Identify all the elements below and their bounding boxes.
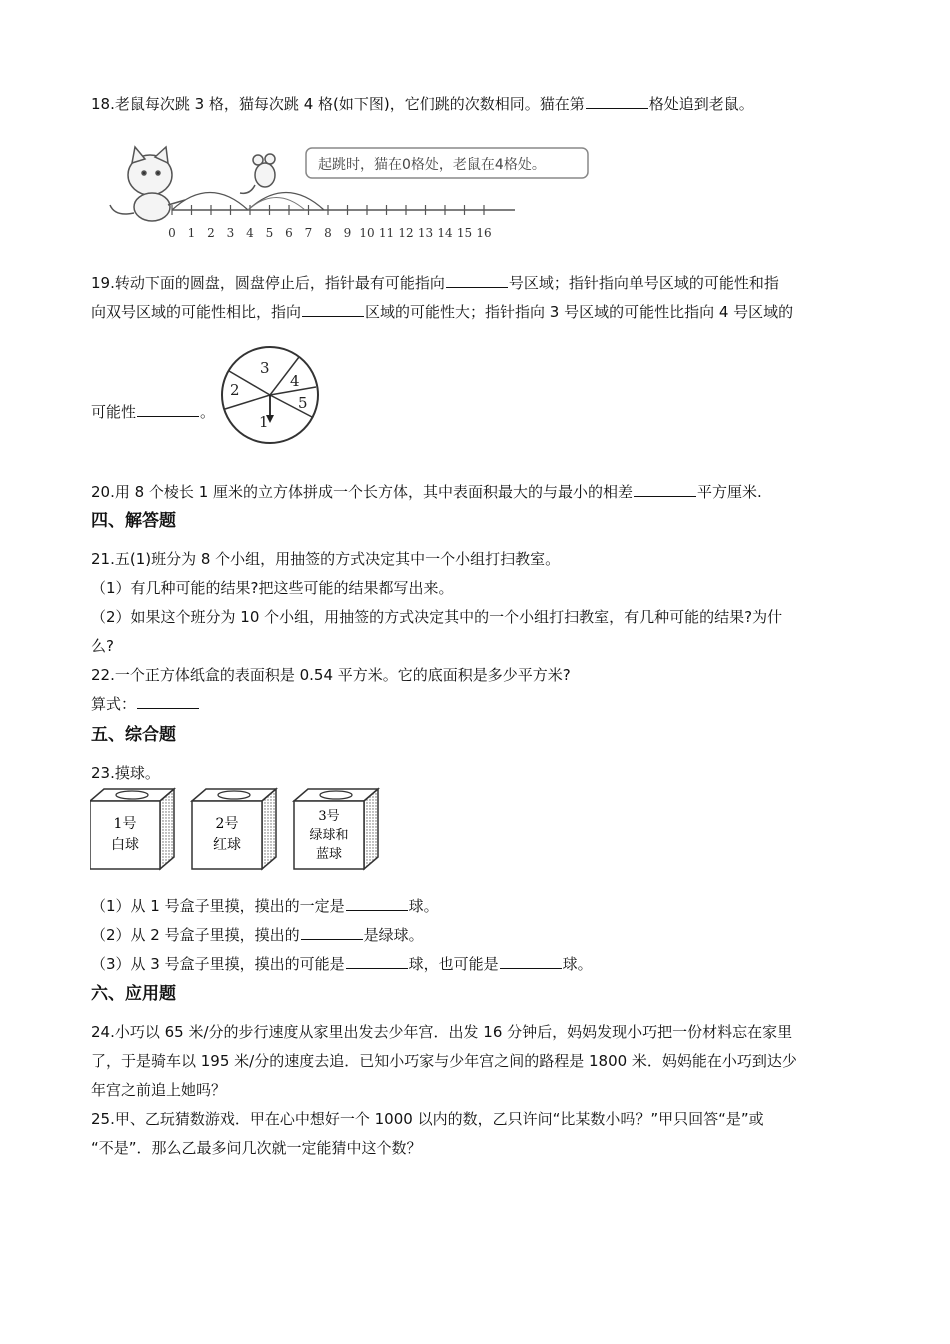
cat-jump-arc [248, 193, 324, 211]
q19-line2: 向双号区域的可能性相比，指向 区域的可能性大；指针指向 3 号区域的可能性比指向 4 号区域的 [91, 303, 794, 321]
numberline-tick-label: 4 [246, 226, 254, 240]
numberline-tick-label: 2 [207, 226, 215, 240]
section-4-heading: 四、解答题 [91, 511, 176, 531]
numberline-tick-label: 0 [168, 226, 176, 240]
numberline-tick-label: 9 [343, 226, 352, 240]
q22-stem: 22.一个正方体纸盒的表面积是 0.54 平方米。它的底面积是多少平方米? [91, 666, 571, 684]
q23-sub3-blank-1[interactable] [346, 954, 408, 969]
spinner-label-5: 5 [298, 394, 308, 412]
numberline-tick-label: 14 [437, 226, 453, 240]
q21-sub2-line2: 么? [91, 637, 114, 655]
figure-caption: 起跳时，猫在0格处，老鼠在4格处。 [318, 157, 546, 173]
numberline-tick-label: 11 [378, 226, 395, 240]
q23-sub3-blank-2[interactable] [500, 954, 562, 969]
box-1-line1: 1号 [113, 816, 137, 832]
mouse-jump-arc [248, 198, 305, 211]
section-5-heading: 五、综合题 [91, 725, 176, 745]
q21-sub2-line1: （2）如果这个班分为 10 个小组，用抽签的方式决定其中的一个小组打扫教室，有几种可能的结果?为什 [91, 608, 783, 626]
q22-formula-blank[interactable] [137, 694, 199, 709]
q19-line1: 19.转动下面的圆盘，圆盘停止后，指针最有可能指向 号区域；指针指向单号区域的可能性和指 [91, 274, 779, 292]
numberline-tick-label: 15 [456, 226, 473, 240]
box-2-line2: 红球 [213, 837, 241, 853]
q22-formula: 算式： [91, 694, 200, 714]
box-3-line2: 绿球和 [309, 828, 349, 843]
numberline-tick-label: 7 [304, 226, 313, 240]
spinner-label-4: 4 [290, 372, 300, 390]
q20-text: 20.用 8 个棱长 1 厘米的立方体拼成一个长方体，其中表面积最大的与最小的相差 平方厘米. [91, 483, 762, 501]
spinner-disc-figure [218, 343, 322, 447]
box-1-line2: 白球 [111, 837, 139, 853]
spinner-label-2: 2 [230, 381, 240, 399]
q25-line1: 25.甲、乙玩猜数游戏．甲在心中想好一个 1000 以内的数，乙只许问“比某数小吗？”甲只回答“是”或 [91, 1110, 764, 1128]
cat-mouse-numberline-figure [100, 145, 600, 245]
box-3 [294, 789, 378, 869]
spinner-label-1: 1 [259, 413, 269, 431]
box-3-line1: 3号 [318, 809, 340, 824]
numberline-tick-label: 16 [476, 226, 492, 240]
q23-sub3: （3）从 3 号盒子里摸，摸出的可能是 球，也可能是 球。 [91, 955, 593, 973]
q18-text: 18.老鼠每次跳 3 格，猫每次跳 4 格(如下图)，它们跳的次数相同。猫在第 格处追到老鼠。 [91, 95, 754, 113]
numberline-tick-label: 3 [226, 226, 235, 240]
q21-stem: 21.五(1)班分为 8 个小组，用抽签的方式决定其中一个小组打扫教室。 [91, 550, 561, 568]
spinner-label-3: 3 [260, 359, 270, 377]
box-3-line3: 蓝球 [315, 847, 343, 862]
q24-line2: 了，于是骑车以 195 米/分的速度去追．已知小巧家与少年宫之间的路程是 1800 米．妈妈能在小巧到达少 [91, 1052, 797, 1070]
q24-line3: 年宫之前追上她吗？ [91, 1081, 227, 1099]
q19-line3: 可能性 。 [91, 403, 216, 421]
q23-sub2-blank[interactable] [301, 925, 363, 940]
numberline-tick-label: 6 [285, 226, 293, 240]
numberline-tick-label: 1 [187, 226, 196, 240]
numberline-tick-label: 13 [417, 226, 434, 240]
q20-answer-blank[interactable] [634, 482, 696, 497]
q25-line2: “不是”．那么乙最多问几次就一定能猜中这个数？ [91, 1139, 422, 1157]
ball-boxes-figure [90, 787, 382, 871]
numberline-tick-label: 12 [398, 226, 414, 240]
q23-sub2: （2）从 2 号盒子里摸，摸出的 是绿球。 [91, 926, 424, 944]
q24-line1: 24.小巧以 65 米/分的步行速度从家里出发去少年宫．出发 16 分钟后，妈妈发现小巧把一份材料忘在家里 [91, 1023, 793, 1041]
numberline-tick-label: 5 [265, 226, 274, 240]
box-2-line1: 2号 [215, 816, 239, 832]
q21-sub1: （1）有几种可能的结果?把这些可能的结果都写出来。 [91, 579, 454, 597]
q19-blank-2[interactable] [302, 302, 364, 317]
section-6-heading: 六、应用题 [91, 984, 176, 1004]
q18-answer-blank[interactable] [586, 94, 648, 109]
numberline-tick-label: 8 [324, 226, 332, 240]
q23-sub1: （1）从 1 号盒子里摸，摸出的一定是 球。 [91, 897, 439, 915]
q23-stem: 23.摸球。 [91, 764, 160, 782]
q23-sub1-blank[interactable] [346, 896, 408, 911]
box-2 [192, 789, 276, 869]
box-1 [90, 789, 174, 869]
q19-blank-3[interactable] [137, 402, 199, 417]
numberline-tick-label: 10 [359, 226, 375, 240]
q19-blank-1[interactable] [446, 273, 508, 288]
cat-jump-arc [172, 193, 248, 211]
mouse-illustration [240, 154, 275, 193]
